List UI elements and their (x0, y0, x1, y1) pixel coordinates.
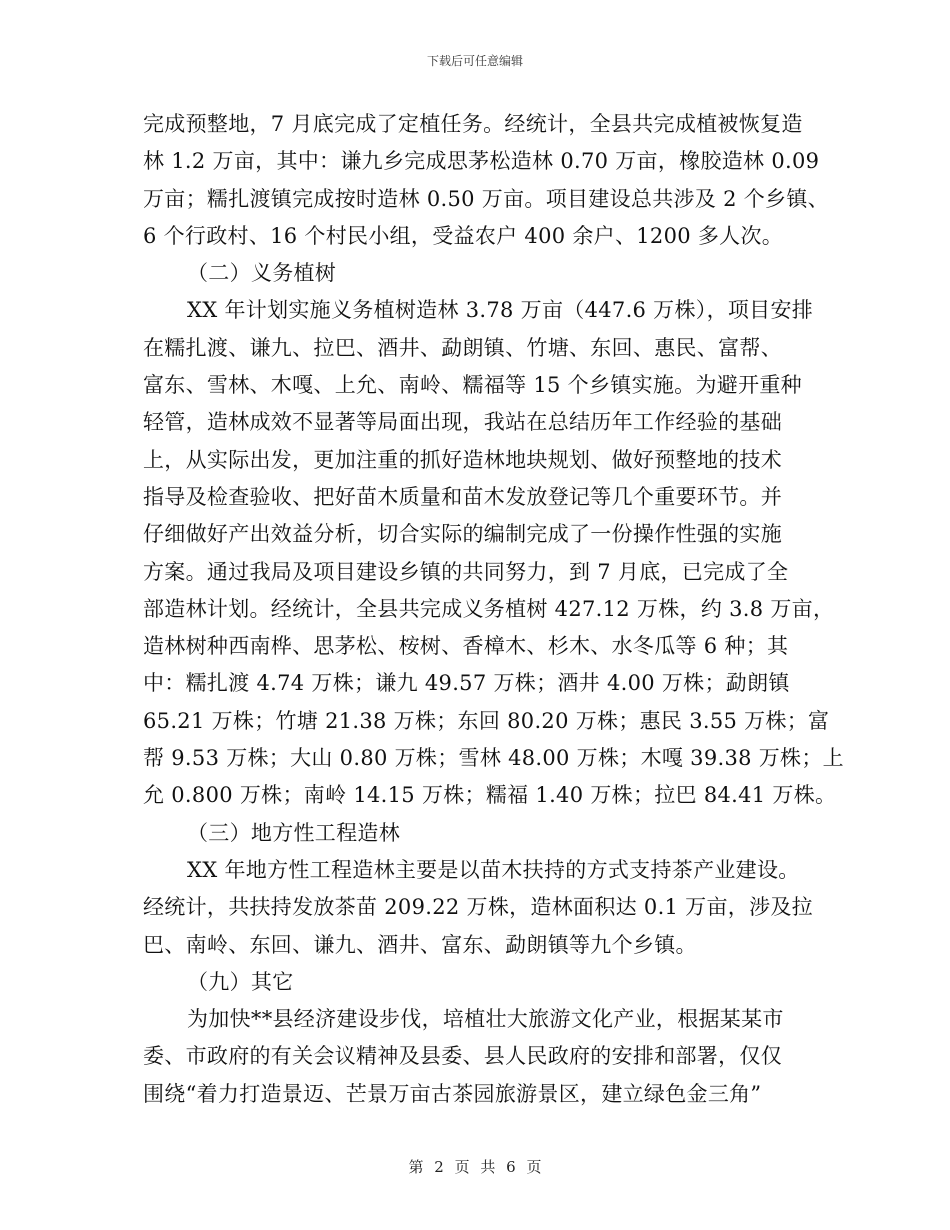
paragraph-line: 中：糯扎渡 4.74 万株；谦九 49.57 万株；酒井 4.00 万株；勐朗镇 (143, 671, 790, 696)
paragraph-line: 造林树种西南桦、思茅松、桉树、香樟木、杉木、水冬瓜等 6 种；其 (143, 634, 789, 659)
paragraph-line: 帮 9.53 万株；大山 0.80 万株；雪林 48.00 万株；木嘎 39.38 万株；上 (143, 746, 844, 771)
paragraph-line: 方案。通过我局及项目建设乡镇的共同努力，到 7 月底，已完成了全 (143, 559, 789, 584)
paragraph-line: 林 1.2 万亩，其中：谦九乡完成思茅松造林 0.70 万亩，橡胶造林 0.09 (143, 149, 820, 174)
paragraph-line: 仔细做好产出效益分析，切合实际的编制完成了一份操作性强的实施 (143, 522, 782, 547)
paragraph-line: 轻管，造林成效不显著等局面出现，我站在总结历年工作经验的基础 (143, 410, 782, 435)
paragraph-line: 65.21 万株；竹塘 21.38 万株；东回 80.20 万株；惠民 3.55 万株；富 (143, 708, 830, 733)
paragraph-line: 上，从实际出发，更加注重的抓好造林地块规划、做好预整地的技术 (143, 447, 782, 472)
paragraph-line: 为加快**县经济建设步伐，培植壮大旅游文化产业，根据某某市 (187, 1007, 784, 1032)
paragraph-line: 富东、雪林、木嘎、上允、南岭、糯福等 15 个乡镇实施。为避开重种 (143, 373, 802, 398)
document-body (143, 106, 844, 1113)
section-heading: （二）义务植树 (187, 261, 337, 286)
paragraph-line: 巴、南岭、东回、谦九、酒井、富东、勐朗镇等九个乡镇。 (143, 932, 697, 957)
section-heading: （三）地方性工程造林 (187, 820, 400, 845)
paragraph-line: 完成预整地，7 月底完成了定植任务。经统计，全县共完成植被恢复造 (143, 112, 803, 136)
paragraph-line: 允 0.800 万株；南岭 14.15 万株；糯福 1.40 万株；拉巴 84.41 万株。 (143, 783, 837, 808)
section-heading: （九）其它 (187, 969, 294, 994)
paragraph-line: 经统计，共扶持发放茶苗 209.22 万株，造林面积达 0.1 万亩，涉及拉 (143, 895, 813, 920)
paragraph-line: 委、市政府的有关会议精神及县委、县人民政府的安排和部署，仅仅 (143, 1044, 782, 1069)
paragraph-line: 万亩；糯扎渡镇完成按时造林 0.50 万亩。项目建设总共涉及 2 个乡镇、 (143, 186, 829, 211)
page-footer: 第 2 页 共 6 页 (408, 1158, 542, 1176)
paragraph-line: XX 年计划实施义务植树造林 3.78 万亩（447.6 万株），项目安排 (187, 298, 814, 323)
paragraph-line: 部造林计划。经统计，全县共完成义务植树 427.12 万株，约 3.8 万亩， (143, 596, 835, 621)
paragraph-line: 在糯扎渡、谦九、拉巴、酒井、勐朗镇、竹塘、东回、惠民、富帮、 (143, 335, 782, 360)
paragraph-line: 指导及检查验收、把好苗木质量和苗木发放登记等几个重要环节。并 (143, 484, 782, 509)
page-header: 下载后可任意编辑 (426, 54, 523, 68)
paragraph-line: 围绕“着力打造景迈、芒景万亩古茶园旅游景区，建立绿色金三角” (143, 1081, 762, 1106)
paragraph-line: 6 个行政村、16 个村民小组，受益农户 400 余户、1200 多人次。 (143, 223, 784, 248)
paragraph-line: XX 年地方性工程造林主要是以苗木扶持的方式支持茶产业建设。 (187, 857, 800, 882)
